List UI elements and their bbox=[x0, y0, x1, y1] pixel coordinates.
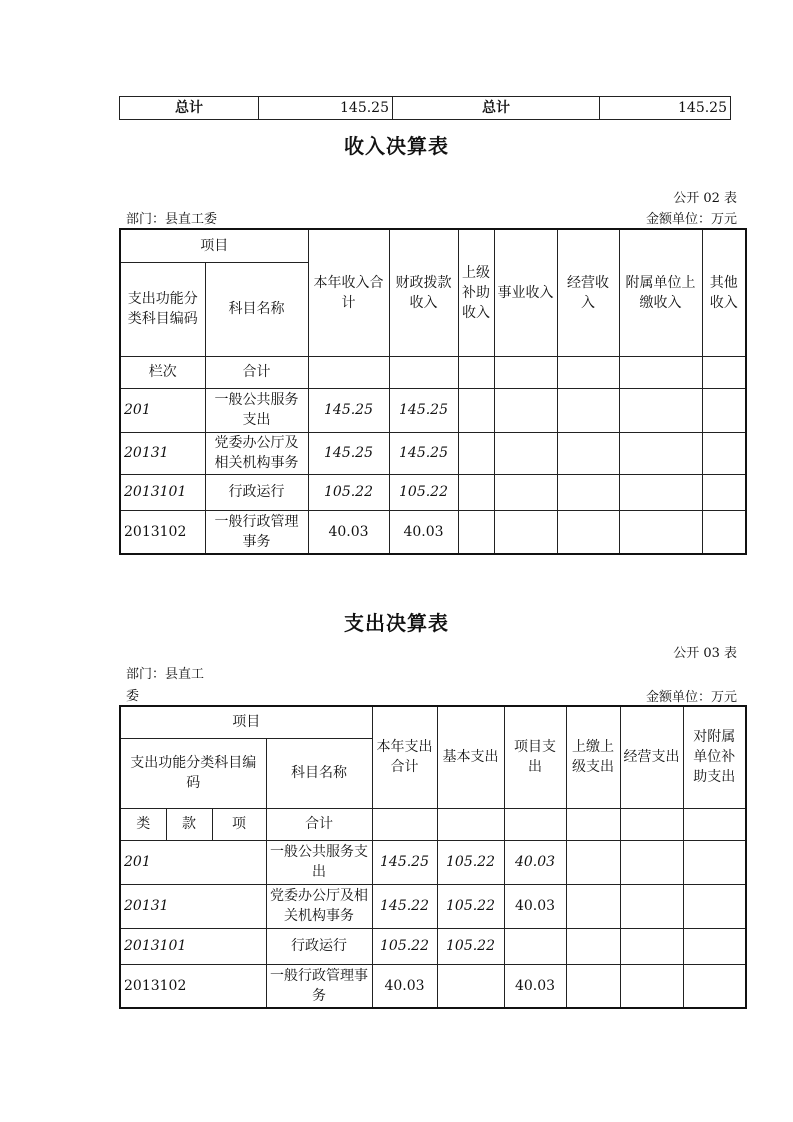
row-total: 145.25 bbox=[372, 840, 437, 884]
row-total: 105.22 bbox=[308, 474, 389, 510]
expense-header-xiang: 项 bbox=[212, 808, 266, 840]
income-table bbox=[119, 228, 747, 555]
expense-header-code: 支出功能分类科目编码 bbox=[120, 738, 266, 808]
row-fiscal: 145.25 bbox=[389, 388, 458, 432]
row-project-exp: 40.03 bbox=[504, 840, 566, 884]
row-fiscal: 145.25 bbox=[389, 432, 458, 474]
row-code: 20131 bbox=[120, 432, 205, 474]
expense-header-subsidy: 对附属单位补助支出 bbox=[683, 706, 746, 808]
expense-header-lei: 类 bbox=[120, 808, 166, 840]
income-header-affiliated: 附属单位上缴收入 bbox=[619, 229, 702, 356]
summary-left-label: 总计 bbox=[120, 97, 259, 120]
income-header-code: 支出功能分类科目编码 bbox=[120, 262, 205, 356]
expense-header-basic: 基本支出 bbox=[437, 706, 504, 808]
income-header-total: 本年收入合计 bbox=[308, 229, 389, 356]
row-code: 2013102 bbox=[120, 510, 205, 554]
income-department: 部门：县直工委 bbox=[126, 212, 218, 227]
expense-header-turn-over: 上缴上级支出 bbox=[566, 706, 620, 808]
table-row bbox=[120, 884, 746, 928]
row-basic: 105.22 bbox=[437, 840, 504, 884]
expense-header-total: 本年支出合计 bbox=[372, 706, 437, 808]
table-row bbox=[120, 928, 746, 964]
row-total: 145.25 bbox=[308, 388, 389, 432]
table-row bbox=[120, 510, 746, 554]
table-row bbox=[120, 840, 746, 884]
summary-table bbox=[119, 96, 731, 120]
row-name: 行政运行 bbox=[205, 474, 308, 510]
row-name: 一般公共服务支出 bbox=[205, 388, 308, 432]
summary-left-value: 145.25 bbox=[259, 97, 393, 120]
row-project-exp: 40.03 bbox=[504, 884, 566, 928]
row-name: 党委办公厅及相关机构事务 bbox=[205, 432, 308, 474]
row-total: 40.03 bbox=[308, 510, 389, 554]
expense-subheader-row bbox=[120, 808, 746, 840]
table-row bbox=[120, 432, 746, 474]
row-code: 201 bbox=[120, 840, 266, 884]
row-name: 党委办公厅及相关机构事务 bbox=[266, 884, 372, 928]
summary-right-value: 145.25 bbox=[600, 97, 731, 120]
expense-header-kuan: 款 bbox=[166, 808, 212, 840]
income-header-project: 项目 bbox=[120, 229, 308, 262]
expense-unit: 金额单位：万元 bbox=[645, 690, 737, 705]
row-basic: 105.22 bbox=[437, 884, 504, 928]
row-total: 40.03 bbox=[372, 964, 437, 1008]
row-code: 2013101 bbox=[120, 928, 266, 964]
expense-header-row bbox=[120, 706, 746, 738]
income-sum-label: 合计 bbox=[205, 356, 308, 388]
table-row bbox=[120, 388, 746, 432]
expense-header-operation: 经营支出 bbox=[620, 706, 683, 808]
row-total: 145.22 bbox=[372, 884, 437, 928]
row-project-exp bbox=[504, 928, 566, 964]
row-code: 2013102 bbox=[120, 964, 266, 1008]
income-header-fiscal: 财政拨款收入 bbox=[389, 229, 458, 356]
row-total: 145.25 bbox=[308, 432, 389, 474]
income-header-operation: 经营收入 bbox=[557, 229, 619, 356]
income-unit: 金额单位：万元 bbox=[645, 212, 737, 227]
income-form-no: 公开 02 表 bbox=[673, 191, 737, 206]
income-header-career: 事业收入 bbox=[494, 229, 557, 356]
income-col-no: 栏次 bbox=[120, 356, 205, 388]
row-name: 一般行政管理事务 bbox=[205, 510, 308, 554]
row-basic bbox=[437, 964, 504, 1008]
summary-right-label: 总计 bbox=[393, 97, 600, 120]
income-header-superior: 上级补助收入 bbox=[458, 229, 494, 356]
income-title: 收入决算表 bbox=[344, 134, 449, 158]
row-fiscal: 105.22 bbox=[389, 474, 458, 510]
expense-form-no: 公开 03 表 bbox=[673, 646, 737, 661]
summary-row bbox=[120, 97, 731, 120]
row-basic: 105.22 bbox=[437, 928, 504, 964]
expense-header-project: 项目 bbox=[120, 706, 372, 738]
table-row bbox=[120, 474, 746, 510]
row-code: 201 bbox=[120, 388, 205, 432]
table-row bbox=[120, 964, 746, 1008]
row-project-exp: 40.03 bbox=[504, 964, 566, 1008]
expense-table bbox=[119, 705, 747, 1009]
expense-header-name: 科目名称 bbox=[266, 738, 372, 808]
expense-header-project-exp: 项目支出 bbox=[504, 706, 566, 808]
row-code: 2013101 bbox=[120, 474, 205, 510]
row-total: 105.22 bbox=[372, 928, 437, 964]
income-colno-row bbox=[120, 356, 746, 388]
row-name: 行政运行 bbox=[266, 928, 372, 964]
row-name: 一般公共服务支出 bbox=[266, 840, 372, 884]
income-header-row bbox=[120, 229, 746, 262]
row-fiscal: 40.03 bbox=[389, 510, 458, 554]
income-header-other: 其他收入 bbox=[702, 229, 746, 356]
income-header-name: 科目名称 bbox=[205, 262, 308, 356]
expense-sum-label: 合计 bbox=[266, 808, 372, 840]
expense-title: 支出决算表 bbox=[344, 611, 449, 635]
row-name: 一般行政管理事务 bbox=[266, 964, 372, 1008]
expense-department: 部门：县直工委 bbox=[126, 667, 205, 704]
row-code: 20131 bbox=[120, 884, 266, 928]
